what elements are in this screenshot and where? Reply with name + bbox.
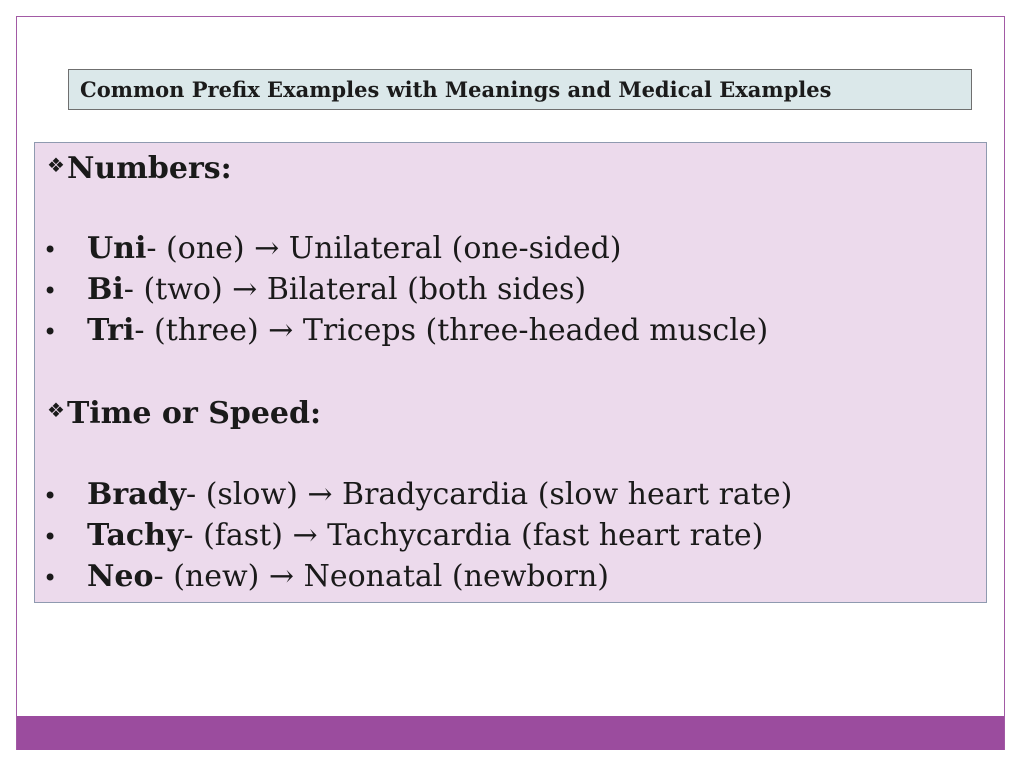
bullet-dot-icon: •	[43, 482, 58, 510]
section-heading-label: Numbers:	[66, 151, 232, 186]
prefix-meaning: - (three) → Triceps (three-headed muscle)	[134, 313, 769, 348]
content-box	[34, 142, 987, 603]
prefix-meaning: - (slow) → Bradycardia (slow heart rate)	[186, 477, 793, 512]
bullet-dot-icon: •	[43, 523, 58, 551]
list-item	[41, 313, 768, 354]
slide-title: Common Prefix Examples with Meanings and Medical Examples	[80, 77, 832, 102]
prefix-term: Tachy	[87, 518, 184, 553]
bullet-dot-icon: •	[43, 318, 58, 346]
diamond-bullet-icon: ❖	[47, 398, 65, 422]
footer-bar	[17, 716, 1004, 750]
prefix-term: Neo	[87, 559, 154, 594]
bullet-dot-icon: •	[43, 236, 58, 264]
bullet-dot-icon: •	[43, 564, 58, 592]
numbers-list	[41, 231, 768, 354]
prefix-meaning: - (two) → Bilateral (both sides)	[123, 272, 587, 307]
prefix-meaning: - (new) → Neonatal (newborn)	[153, 559, 610, 594]
list-item	[41, 231, 768, 272]
time-speed-list	[41, 477, 792, 600]
prefix-term: Bi	[87, 272, 124, 307]
prefix-meaning: - (one) → Unilateral (one-sided)	[146, 231, 622, 266]
section-heading-time	[47, 396, 321, 431]
list-item	[41, 477, 792, 518]
prefix-term: Uni	[87, 231, 147, 266]
section-heading-numbers	[47, 151, 232, 186]
slide-title-box	[68, 69, 972, 110]
prefix-term: Brady	[87, 477, 187, 512]
diamond-bullet-icon: ❖	[47, 153, 65, 177]
list-item	[41, 272, 768, 313]
list-item	[41, 559, 792, 600]
prefix-term: Tri	[87, 313, 135, 348]
prefix-meaning: - (fast) → Tachycardia (fast heart rate)	[183, 518, 764, 553]
section-heading-label: Time or Speed:	[66, 396, 322, 431]
bullet-dot-icon: •	[43, 277, 58, 305]
list-item	[41, 518, 792, 559]
